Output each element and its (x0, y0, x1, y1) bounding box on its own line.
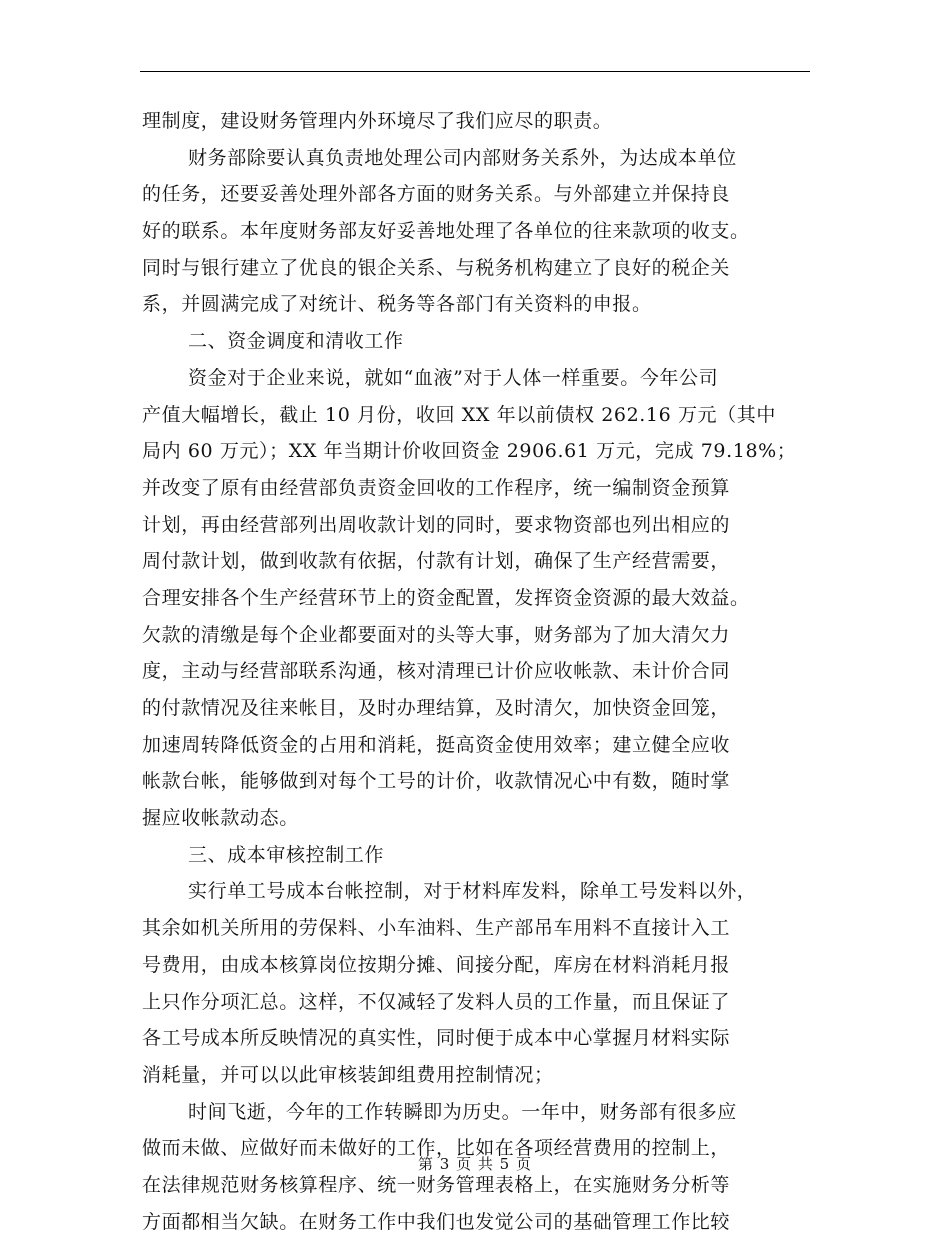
text-line: 的付款情况及往来帐目，及时办理结算，及时清欠，加快资金回笼， (142, 697, 731, 719)
text-line: 产值大幅增长，截止 10 月份，收回 XX 年以前债权 262.16 万元（其中 (142, 403, 776, 426)
text-line: 做而未做、应做好而未做好的工作，比如在各项经营费用的控制上， (142, 1137, 731, 1160)
text-line: 欠款的清缴是每个企业都要面对的头等大事，财务部为了加大清欠力 (142, 623, 731, 646)
text-line: 合理安排各个生产经营环节上的资金配置，发挥资金资源的最大效益。 (142, 586, 750, 609)
text-line: 周付款计划，做到收款有依据，付款有计划，确保了生产经营需要， (142, 550, 731, 573)
text-line: 计划，再由经营部列出周收款计划的同时，要求物资部也列出相应的 (142, 513, 731, 536)
page-number-footer: 第 3 页 共 5 页 (418, 1155, 532, 1173)
text-line: 局内 60 万元）；XX 年当期计价收回资金 2906.61 万元，完成 79.18%； (142, 440, 797, 463)
text-line: 方面都相当欠缺。在财务工作中我们也发觉公司的基础管理工作比较 (142, 1210, 731, 1233)
text-line: 系，并圆满完成了对统计、税务等各部门有关资料的申报。 (142, 293, 652, 316)
text-line: 帐款台帐，能够做到对每个工号的计价，收款情况心中有数，随时掌 (142, 770, 731, 793)
text-line: 各工号成本所反映情况的真实性，同时便于成本中心掌握月材料实际 (142, 1027, 731, 1050)
text-line: 的任务，还要妥善处理外部各方面的财务关系。与外部建立并保持良 (142, 183, 731, 206)
text-line: 实行单工号成本台帐控制，对于材料库发料，除单工号发料以外， (188, 880, 757, 903)
text-line: 消耗量，并可以以此审核装卸组费用控制情况； (142, 1063, 554, 1086)
text-line: 资金对于企业来说，就如“血液”对于人体一样重要。今年公司 (188, 366, 719, 389)
text-line: 好的联系。本年度财务部友好妥善地处理了各单位的往来款项的收支。 (142, 220, 750, 243)
text-line: 握应收帐款动态。 (142, 807, 299, 830)
text-line: 度，主动与经营部联系沟通，核对清理已计价应收帐款、未计价合同 (142, 660, 731, 683)
text-line: 财务部除要认真负责地处理公司内部财务关系外，为达成本单位 (188, 146, 737, 169)
text-line: 其余如机关所用的劳保料、小车油料、生产部吊车用料不直接计入工 (142, 917, 731, 940)
text-line: 同时与银行建立了优良的银企关系、与税务机构建立了良好的税企关 (142, 256, 731, 279)
text-line: 时间飞逝，今年的工作转瞬即为历史。一年中，财务部有很多应 (188, 1100, 737, 1123)
text-line: 在法律规范财务核算程序、统一财务管理表格上，在实施财务分析等 (142, 1173, 731, 1196)
text-line: 并改变了原有由经营部负责资金回收的工作程序，统一编制资金预算 (142, 476, 731, 499)
text-line: 三、成本审核控制工作 (188, 843, 385, 866)
text-line: 二、资金调度和清收工作 (188, 330, 404, 353)
text-line: 加速周转降低资金的占用和消耗，挺高资金使用效率；建立健全应收 (142, 733, 731, 756)
document-body (142, 103, 808, 1240)
text-line: 上只作分项汇总。这样，不仅减轻了发料人员的工作量，而且保证了 (142, 990, 731, 1013)
text-line: 号费用，由成本核算岗位按期分摊、间接分配，库房在材料消耗月报 (142, 953, 731, 976)
text-line: 理制度，建设财务管理内外环境尽了我们应尽的职责。 (142, 110, 613, 132)
header-rule (140, 71, 810, 72)
